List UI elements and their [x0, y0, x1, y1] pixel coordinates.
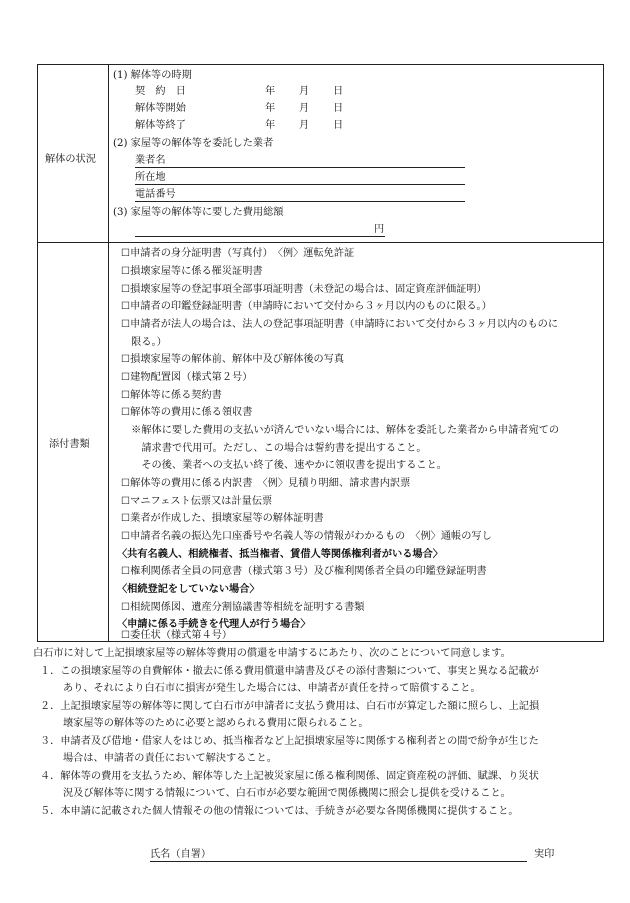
attachments-label: 添付書類 [49, 439, 90, 450]
month-unit: 月 [299, 120, 310, 131]
year-unit: 年 [265, 120, 276, 131]
agreement-intro: 白石市に対して上記損壊家屋等の解体等費用の償還を申請するにあたり、次のことについて同意します。 [33, 648, 511, 659]
year-unit: 年 [265, 86, 276, 97]
contractor-name-label: 業者名 [135, 155, 166, 166]
month-unit: 月 [299, 86, 310, 97]
attachment-item[interactable]: ☐解体等の費用に係る内訳書 〈例〉見積り明細、請求書内訳票 [121, 478, 411, 489]
contractor-phone-field[interactable] [135, 201, 465, 202]
agreement-item-cont: 場合は、申請者の責任において解決すること。 [63, 753, 277, 764]
signature-field[interactable] [150, 861, 527, 862]
attachment-item[interactable]: ☐解体等の費用に係る領収書 [121, 407, 253, 418]
condition-label: 解体の状況 [45, 154, 96, 165]
start-date-label: 解体等開始 [135, 103, 186, 114]
attachment-item[interactable]: ☐委任状（様式第４号） [121, 630, 233, 641]
attachment-item[interactable]: ☐マニフェスト伝票又は計量伝票 [121, 496, 273, 507]
day-unit: 日 [333, 103, 344, 114]
timing-section-title: (1) 解体等の時期 [113, 70, 192, 81]
contract-date-label: 契 約 日 [135, 86, 186, 97]
agreement-item: １．この損壊家屋等の自費解体・撤去に係る費用償還申請書及びその添付書類について、事実と異なる記載が [40, 666, 539, 677]
agreement-item: ４．解体等の費用を支払うため、解体等した上記被災家屋に係る権利関係、固定資産税の評価、賦課、り災状 [40, 771, 539, 782]
attachment-item[interactable]: ☐損壊家屋等に係る罹災証明書 [121, 266, 263, 277]
agreement-item-cont: 況及び解体等に関する情報について、白石市が必要な範囲で関係機関に照会し提供を受けること。 [63, 788, 511, 799]
yen-unit: 円 [374, 224, 385, 235]
agreement-item-cont: 壊家屋等の解体等のために必要と認められる費用に限られること。 [63, 718, 369, 729]
attachment-item-cont: 限る。） [121, 337, 167, 348]
agreement-item: ３．申請者及び借地・借家人をはじめ、抵当権者など上記損壊家屋等に関係する権利者との間で紛争が生じた [40, 736, 539, 747]
attachment-item[interactable]: ☐建物配置図（様式第２号） [121, 372, 253, 383]
contractor-name-field[interactable] [135, 167, 465, 168]
receipt-note: その後、業者への支払い終了後、速やかに領収書を提出すること。 [121, 460, 447, 471]
attachment-item[interactable]: ☐申請者が法人の場合は、法人の登記事項証明書（申請時において交付から３ヶ月以内のものに [121, 319, 559, 330]
attachment-item[interactable]: ☐申請者の印鑑登録証明書（申請時において交付から３ヶ月以内のものに限る。） [121, 301, 492, 312]
receipt-note: ※解体に要した費用の支払いが済んでいない場合には、解体を委託した業者から申請者宛ての [121, 425, 560, 436]
agreement-item: ２．上記損壊家屋等の解体等に関して白石市が申請者に支払う費用は、白石市が算定した額に照らし、上記損 [40, 701, 540, 712]
row-divider [37, 242, 604, 243]
total-cost-section-title: (3) 家屋等の解体等に要した費用総額 [113, 207, 284, 218]
contractor-phone-label: 電話番号 [135, 189, 176, 200]
contractor-address-field[interactable] [135, 184, 465, 185]
attachment-group-heading: 〈相続登記をしていない場合〉 [117, 583, 260, 595]
attachment-item[interactable]: ☐解体等に係る契約書 [121, 390, 222, 401]
year-unit: 年 [265, 103, 276, 114]
attachment-item[interactable]: ☐権利関係者全員の同意書（様式第３号）及び権利関係者全員の印鑑登録証明書 [121, 566, 487, 577]
attachment-item[interactable]: ☐損壊家屋等の登記事項全部事項証明書（未登記の場合は、固定資産評価証明） [121, 284, 487, 295]
month-unit: 月 [299, 103, 310, 114]
receipt-note: 請求書で代用可。ただし、この場合は誓約書を提出すること。 [121, 443, 427, 454]
attachment-group-heading: 〈共有名義人、相続権者、抵当権者、賃借人等関係権利者がいる場合〉 [117, 548, 443, 560]
signature-label: 氏名（自署） [150, 849, 212, 860]
contractor-section-title: (2) 家屋等の解体等を委託した業者 [113, 138, 274, 149]
total-cost-field[interactable] [135, 236, 385, 237]
day-unit: 日 [333, 120, 344, 131]
attachment-item[interactable]: ☐相続関係図、遺産分割協議書等相続を証明する書類 [121, 602, 365, 613]
attachment-item[interactable]: ☐申請者名義の振込先口座番号や名義人等の情報がわかるもの 〈例〉通帳の写し [121, 531, 492, 542]
end-date-label: 解体等終了 [135, 120, 186, 131]
label-column-divider [108, 64, 109, 642]
day-unit: 日 [333, 86, 344, 97]
contractor-address-label: 所在地 [135, 172, 166, 183]
attachment-item[interactable]: ☐業者が作成した、損壊家屋等の解体証明書 [121, 513, 324, 524]
agreement-item-cont: あり、それにより白石市に損害が発生した場合には、申請者が責任を持って賠償すること。 [63, 683, 481, 694]
agreement-item: ５．本申請に記載された個人情報その他の情報については、手続きが必要な各関係機関に提供すること。 [40, 806, 519, 817]
seal-label: 実印 [534, 849, 555, 860]
attachment-item[interactable]: ☐申請者の身分証明書（写真付） 〈例〉運転免許証 [121, 248, 355, 259]
attachment-group-heading: 〈申請に係る手続きを代理人が行う場合〉 [117, 618, 311, 630]
attachment-item[interactable]: ☐損壊家屋等の解体前、解体中及び解体後の写真 [121, 354, 345, 365]
